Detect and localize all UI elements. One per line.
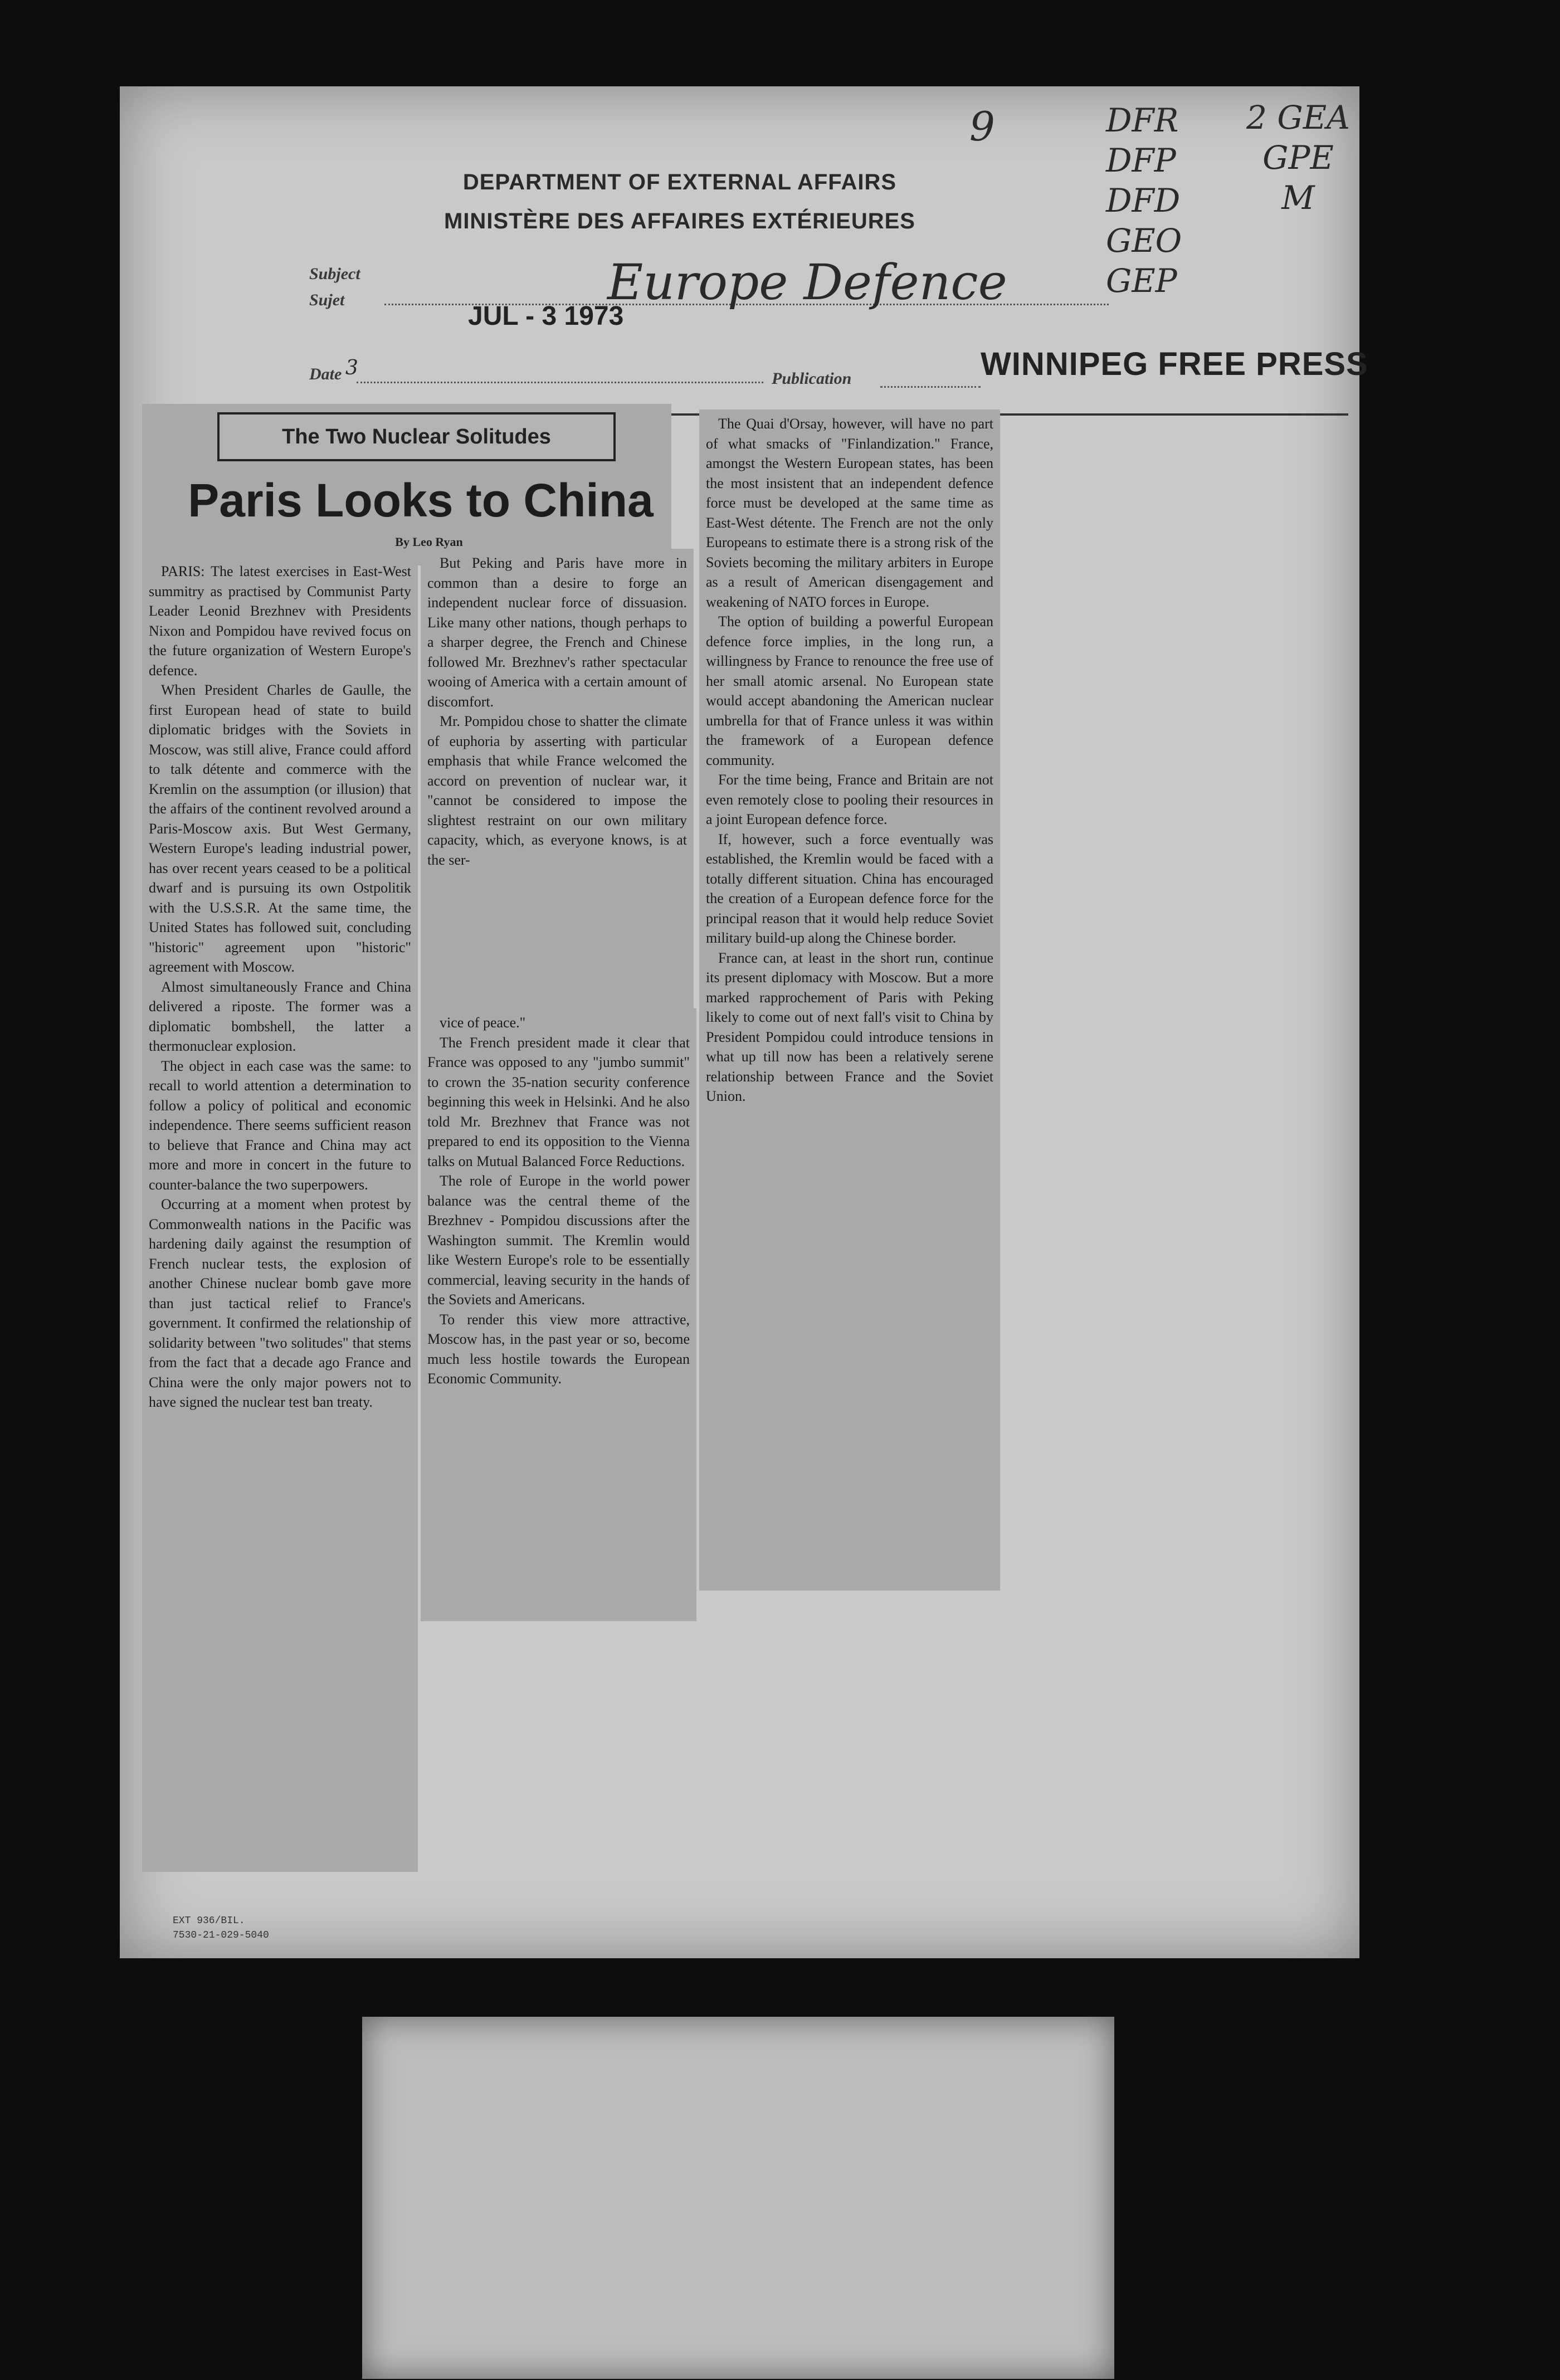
routing-code: M [1281, 179, 1315, 217]
date-line [357, 382, 763, 383]
article-paragraph: PARIS: The latest exercises in East-West summitry as practised by Communist Party Leader Leonid Brezhnev with Presidents Nixon and Pompidou have revived focus on the future organization of Western Europe's defence. [149, 563, 411, 679]
publication-label: Publication [772, 369, 852, 388]
subject-label: Subject [309, 265, 360, 283]
article-paragraph: But Peking and Paris have more in common than a desire to forge an independent nuclear force of dissuasion. Like many other nations, though perhaps to a sharper degree, the French and Chinese followed Mr. Brezhnev's rather spectacular wooing of America with a certain amount of discomfort. [427, 555, 687, 710]
article-headline: Paris Looks to China [188, 474, 654, 526]
page-number: 9 [969, 103, 995, 150]
routing-code: 2 GEA [1246, 99, 1350, 136]
subject-value: Europe Defence [607, 253, 1007, 311]
form-number [173, 1914, 269, 1943]
article-paragraph: To render this view more attractive, Moscow has, in the past year or so, become much less hostile towards the European Economic Community. [427, 1311, 690, 1387]
article-paragraph: Mr. Pompidou chose to shatter the climate of euphoria by asserting with particular emphasis that while France welcomed the accord on prevention of nuclear war, it "cannot be considered to impose the slightest restraint on our own military capacity, which, as everyone knows, is at the ser- [427, 713, 687, 868]
article-paragraph: The French president made it clear that France was opposed to any "jumbo summit" to crown the 35-nation security conference beginning this week in Helsinki. And he also told Mr. Brezhnev that France was not prepared to end its opposition to the Vienna talks on Mutual Balanced Force Reductions. [427, 1034, 690, 1169]
article-kicker: The Two Nuclear Solitudes [217, 412, 616, 461]
form-number-line: 7530-21-029-5040 [173, 1930, 269, 1941]
routing-code: GEP [1106, 262, 1177, 300]
article-paragraph: When President Charles de Gaulle, the first European head of state to build diplomatic bridges with the Soviets in Moscow, was still alive, France could afford to talk détente and commerce with the Kremlin on the assumption (or illusion) that the affairs of the continent revolved around a Paris-Moscow axis. But West Germany, Western Europe's leading industrial power, has over recent years ceased to be a political dwarf and is pursuing its own Ostpolitik with the U.S.S.R. At the same time, the United States has followed suit, concluding "historic" agreement upon "historic" agreement with Moscow. [149, 682, 411, 975]
routing-codes [1106, 100, 1182, 301]
date-label: Date [309, 365, 342, 383]
department-name-en: DEPARTMENT OF EXTERNAL AFFAIRS [462, 170, 897, 194]
article-paragraph: Almost simultaneously France and China delivered a riposte. The former was a diplomatic bombshell, the latter a thermonuclear explosion. [149, 978, 411, 1054]
article-paragraph: The role of Europe in the world power balance was the central theme of the Brezhnev - Pompidou discussions after the Washington summit. The Kremlin would like Western Europe's role to be essentially commercial, leaving security in the hands of the Soviets and Americans. [427, 1173, 690, 1308]
routing-code: DFR [1106, 101, 1179, 139]
routing-code: GEO [1106, 222, 1182, 260]
date-stamp: JUL - 3 1973 [468, 301, 624, 331]
article-paragraph: For the time being, France and Britain are not even remotely close to pooling their resources in a joint European defence force. [706, 772, 993, 827]
binder-clip-stub [362, 2017, 1114, 2379]
article-paragraph: France can, at least in the short run, continue its present diplomacy with Moscow. But a more marked rapprochement of Paris with Peking likely to come out of next fall's visit to China by President Pompidou could introduce tensions in what up till now has been a relatively serene relationship between France and the Soviet Union. [706, 949, 993, 1104]
date-written: 3 [345, 357, 358, 379]
article-column-1 [142, 557, 418, 1872]
routing-code: DFP [1106, 142, 1176, 179]
article-paragraph: The option of building a powerful European defence force implies, in the long run, a willingness by France to renounce the free use of her small atomic arsenal. No European state would accept abandoning the American nuclear umbrella for that of France unless it was within the framework of a European defence community. [706, 613, 993, 768]
article-column-3 [699, 409, 1000, 1591]
publication-line [880, 386, 981, 388]
publication-value: WINNIPEG FREE PRESS [981, 346, 1368, 382]
routing-codes-right [1242, 97, 1354, 218]
article-byline: By Leo Ryan [395, 535, 463, 549]
article-paragraph: The object in each case was the same: to recall to world attention a determination to follow a policy of political and economic independence. There seems sufficient reason to believe that France and China may act more and more in concert in the future to counter-balance the two superpowers. [149, 1057, 411, 1193]
routing-code: GPE [1262, 139, 1334, 177]
article-paragraph: The Quai d'Orsay, however, will have no part of what smacks of "Finlandization." France, amongst the Western European states, has been the most insistent that an independent defence force must be developed at the same time as East-West détente. The French are not the only Europeans to estimate there is a strong risk of the Soviets becoming the military arbiters in Europe as a result of American disengagement and weakening of NATO forces in Europe. [706, 416, 993, 610]
form-number-line: EXT 936/BIL. [173, 1915, 245, 1927]
article-paragraph: If, however, such a force eventually was established, the Kremlin would be faced with a totally different situation. China has encouraged the creation of a European defence force for the principal reason that it would help reduce Soviet military build-up along the Chinese border. [706, 831, 993, 946]
article-paragraph: vice of peace." [440, 1015, 526, 1031]
routing-code: DFD [1106, 182, 1181, 220]
article-column-2-lower [421, 1008, 696, 1621]
sujet-label: Sujet [309, 291, 345, 309]
department-name-fr: MINISTÈRE DES AFFAIRES EXTÉRIEURES [444, 209, 915, 233]
article-paragraph: Occurring at a moment when protest by Commonwealth nations in the Pacific was hardening daily against the resumption of French nuclear tests, the explosion of another Chinese nuclear bomb gave more than just tactical relief to France's government. It confirmed the relationship of solidarity between "two solitudes" that stems from the fact that a decade ago France and China were the only major powers not to have signed the nuclear test ban treaty. [149, 1196, 411, 1410]
article-column-2-upper [421, 549, 694, 1008]
